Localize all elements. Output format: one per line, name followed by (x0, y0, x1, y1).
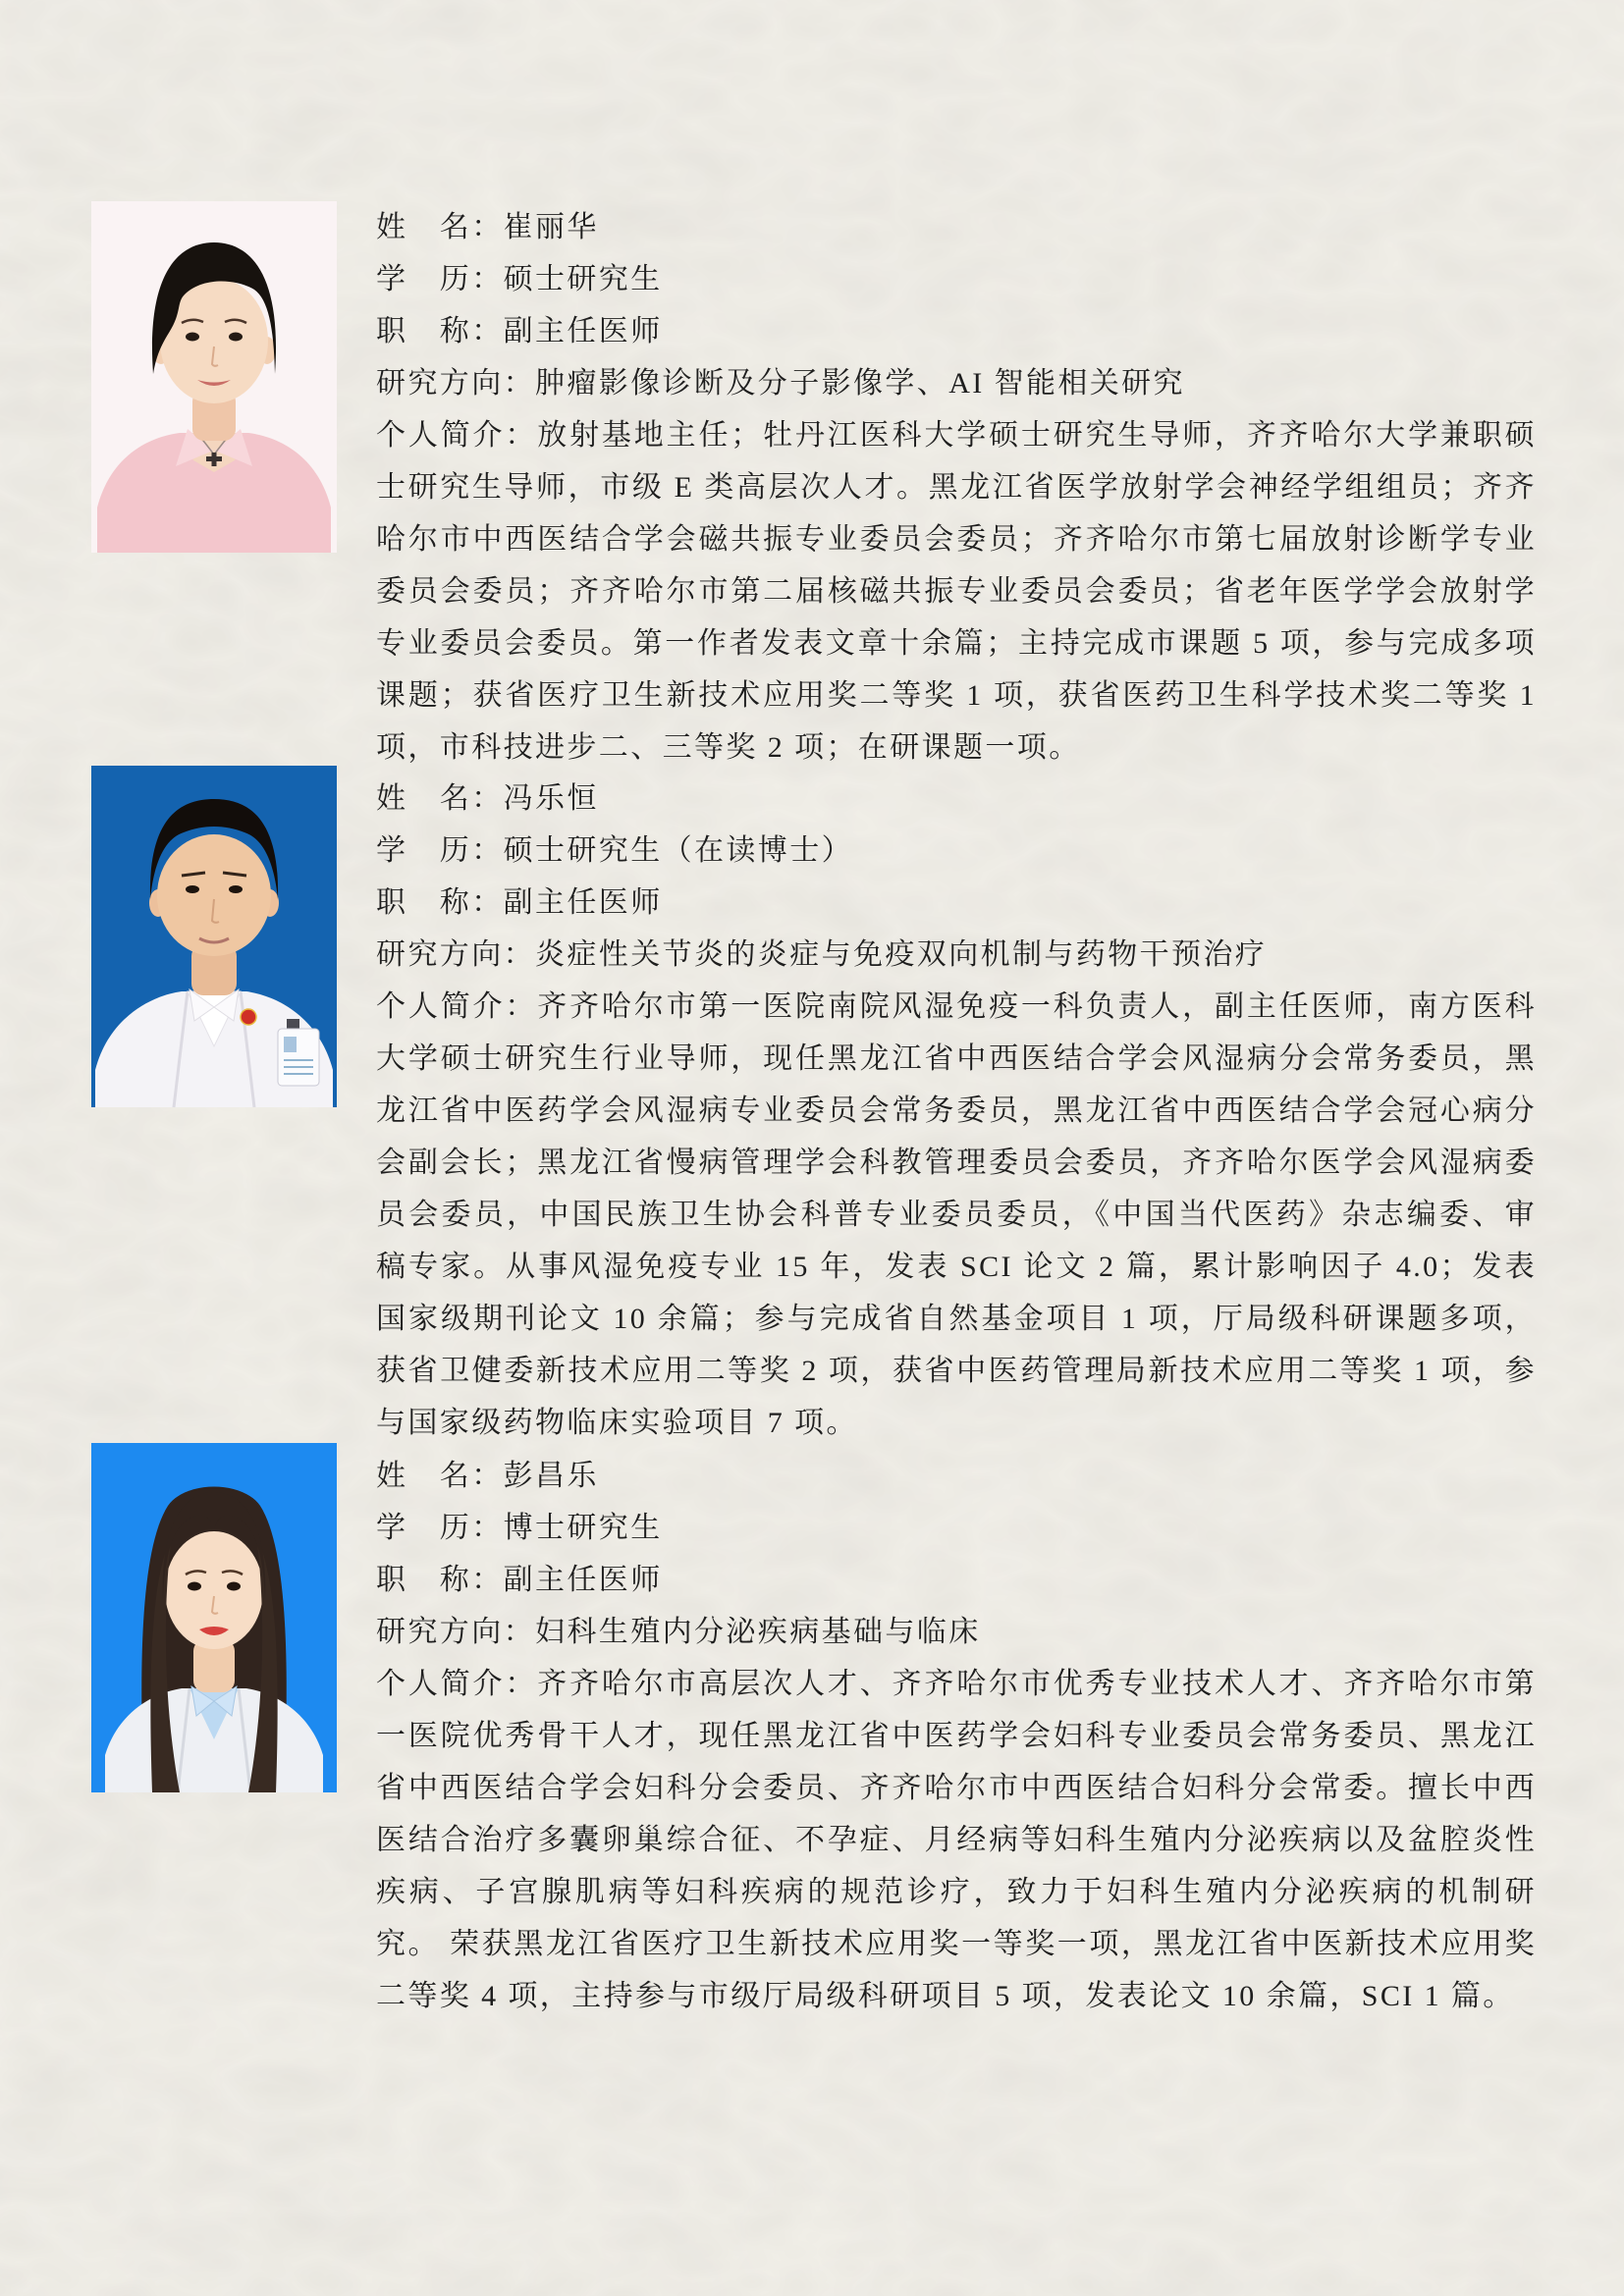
bio-text: 齐齐哈尔市高层次人才、齐齐哈尔市优秀专业技术人才、齐齐哈尔市第一医院优秀骨干人才，现任黑龙江省中医药学会妇科专业委员会常务委员、黑龙江省中西医结合学会妇科分会委员、齐齐哈尔市中西医结合妇科分会常委。擅长中西医结合治疗多囊卵巢综合征、不孕症、月经病等妇科生殖内分泌疾病以及盆腔炎性疾病、子宫腺肌病等妇科疾病的规范诊疗，致力于妇科生殖内分泌疾病的机制研究。 荣获黑龙江省医疗卫生新技术应用奖一等奖一项，黑龙江省中医新技术应用奖二等奖 4 项，主持参与市级厅局级科研项目 5 项，发表论文 10 余篇，SCI 1 篇。 (376, 1668, 1537, 2012)
job-title-line (376, 305, 1537, 357)
bio-label: 个人简介： (376, 419, 538, 452)
education-label: 学 历： (376, 263, 504, 295)
bio-paragraph (376, 981, 1537, 1449)
job-title-label: 职 称： (376, 886, 504, 919)
portrait-woman-pink-blouse (91, 201, 337, 553)
research-label: 研究方向： (376, 1616, 535, 1648)
job-title-line (376, 1554, 1537, 1606)
education-line (376, 253, 1537, 305)
job-title-label: 职 称： (376, 315, 504, 347)
name-line (376, 773, 1537, 825)
name-line (376, 201, 1537, 253)
research-line (376, 357, 1537, 409)
bio-paragraph (376, 409, 1537, 774)
research-label: 研究方向： (376, 938, 535, 971)
research-value: 妇科生殖内分泌疾病基础与临床 (535, 1616, 981, 1648)
bio-text: 齐齐哈尔市第一医院南院风湿免疫一科负责人，副主任医师，南方医科大学硕士研究生行业导师，现任黑龙江省中西医结合学会风湿病分会常务委员，黑龙江省中医药学会风湿病专业委员会常务委员，黑龙江省中西医结合学会冠心病分会副会长；黑龙江省慢病管理学会科教管理委员会委员，齐齐哈尔医学会风湿病委员会委员，中国民族卫生协会科普专业委员委员，《中国当代医药》杂志编委、审稿专家。从事风湿免疫专业 15 年，发表 SCI 论文 2 篇，累计影响因子 4.0；发表国家级期刊论文 10 余篇；参与完成省自然基金项目 1 项，厅局级科研课题多项，获省卫健委新技术应用二等奖 2 项，获省中医药管理局新技术应用二等奖 1 项，参与国家级药物临床实验项目 7 项。 (376, 990, 1537, 1439)
name-line (376, 1450, 1537, 1502)
research-line (376, 1606, 1537, 1658)
bio-text: 放射基地主任；牡丹江医科大学硕士研究生导师，齐齐哈尔大学兼职硕士研究生导师，市级 E 类高层次人才。黑龙江省医学放射学会神经学组组员；齐齐哈尔市中西医结合学会磁共振专业委员会委员；齐齐哈尔市第七届放射诊断学专业委员会委员；齐齐哈尔市第二届核磁共振专业委员会委员；省老年医学学会放射学专业委员会委员。第一作者发表文章十余篇；主持完成市课题 5 项，参与完成多项课题；获省医疗卫生新技术应用奖二等奖 1 项，获省医药卫生科学技术奖二等奖 1 项，市科技进步二、三等奖 2 项；在研课题一项。 (376, 419, 1537, 764)
red-pin (241, 1009, 256, 1025)
research-line (376, 929, 1537, 981)
doctor-name: 崔丽华 (503, 211, 599, 243)
profile-info (376, 201, 1537, 774)
job-title-line (376, 877, 1537, 929)
photo-cui-lihua (91, 201, 337, 553)
name-label: 姓 名： (376, 782, 504, 815)
profile-info (376, 766, 1537, 1449)
research-value: 肿瘤影像诊断及分子影像学、AI 智能相关研究 (535, 367, 1185, 400)
id-badge (278, 1019, 319, 1086)
job-title-label: 职 称： (376, 1564, 504, 1596)
job-title-value: 副主任医师 (503, 1564, 663, 1596)
research-value: 炎症性关节炎的炎症与免疫双向机制与药物干预治疗 (535, 938, 1268, 971)
doctor-name: 冯乐恒 (503, 782, 599, 815)
profile-section-feng-leheng (0, 766, 1624, 1449)
profile-info (376, 1443, 1537, 2022)
profile-section-peng-changle (0, 1443, 1624, 2022)
name-label: 姓 名： (376, 211, 504, 243)
research-label: 研究方向： (376, 367, 535, 400)
photo-feng-leheng (91, 766, 337, 1107)
portrait-woman-white-coat (91, 1443, 337, 1792)
name-label: 姓 名： (376, 1460, 504, 1492)
education-line (376, 825, 1537, 877)
education-label: 学 历： (376, 834, 504, 867)
job-title-value: 副主任医师 (503, 315, 663, 347)
education-line (376, 1502, 1537, 1554)
portrait-man-white-coat (91, 766, 337, 1107)
bio-paragraph (376, 1658, 1537, 2022)
photo-peng-changle (91, 1443, 337, 1792)
bio-label: 个人简介： (376, 990, 538, 1023)
profile-section-cui-lihua (0, 201, 1624, 774)
education-value: 硕士研究生 (503, 263, 663, 295)
education-value: 硕士研究生（在读博士） (503, 834, 854, 867)
education-label: 学 历： (376, 1512, 504, 1544)
bio-label: 个人简介： (376, 1668, 538, 1700)
education-value: 博士研究生 (503, 1512, 663, 1544)
job-title-value: 副主任医师 (503, 886, 663, 919)
doctor-name: 彭昌乐 (503, 1460, 599, 1492)
